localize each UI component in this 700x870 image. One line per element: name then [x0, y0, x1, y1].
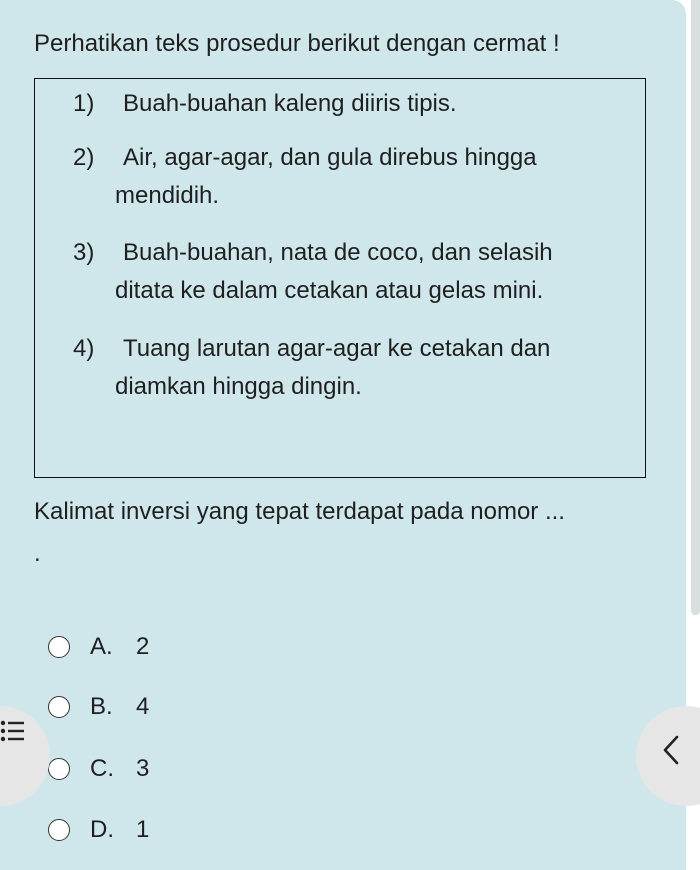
- step-text-line1: Buah-buahan, nata de coco, dan selasih: [123, 239, 553, 266]
- step-number: 4): [73, 335, 95, 362]
- step-number: 1): [73, 90, 95, 117]
- question-text: Kalimat inversi yang tepat terdapat pada nomor ...: [34, 498, 565, 525]
- procedure-box: [34, 78, 646, 478]
- step-text-line2: mendidih.: [115, 182, 220, 209]
- radio-button[interactable]: [48, 819, 70, 841]
- instruction-text: Perhatikan teks prosedur berikut dengan cermat !: [34, 30, 560, 57]
- chevron-left-icon[interactable]: [662, 735, 680, 770]
- step-text-line1: Air, agar-agar, dan gula direbus hingga: [123, 144, 537, 171]
- procedure-step: [73, 139, 537, 215]
- procedure-step: [73, 234, 553, 310]
- radio-button[interactable]: [48, 636, 70, 658]
- radio-button[interactable]: [48, 696, 70, 718]
- scrollbar[interactable]: [691, 0, 700, 615]
- radio-button[interactable]: [48, 758, 70, 780]
- procedure-step: [73, 85, 457, 123]
- option-a[interactable]: [48, 630, 149, 664]
- option-letter: B.: [90, 693, 113, 720]
- list-icon[interactable]: [0, 718, 26, 749]
- option-value: 1: [136, 816, 150, 843]
- option-value: 2: [136, 633, 150, 660]
- question-trailing-dot: .: [34, 540, 41, 567]
- option-value: 4: [136, 693, 150, 720]
- step-text-line2: ditata ke dalam cetakan atau gelas mini.: [115, 277, 544, 304]
- step-text-line1: Buah-buahan kaleng diiris tipis.: [123, 90, 457, 117]
- option-c[interactable]: [48, 752, 149, 786]
- option-value: 3: [136, 755, 150, 782]
- option-letter: A.: [90, 633, 113, 660]
- step-number: 2): [73, 144, 95, 171]
- procedure-step: [73, 330, 550, 406]
- option-letter: D.: [90, 816, 114, 843]
- step-text-line1: Tuang larutan agar-agar ke cetakan dan: [123, 335, 551, 362]
- option-letter: C.: [90, 755, 114, 782]
- option-d[interactable]: [48, 813, 149, 847]
- option-b[interactable]: [48, 690, 149, 724]
- step-number: 3): [73, 239, 95, 266]
- step-text-line2: diamkan hingga dingin.: [115, 373, 362, 400]
